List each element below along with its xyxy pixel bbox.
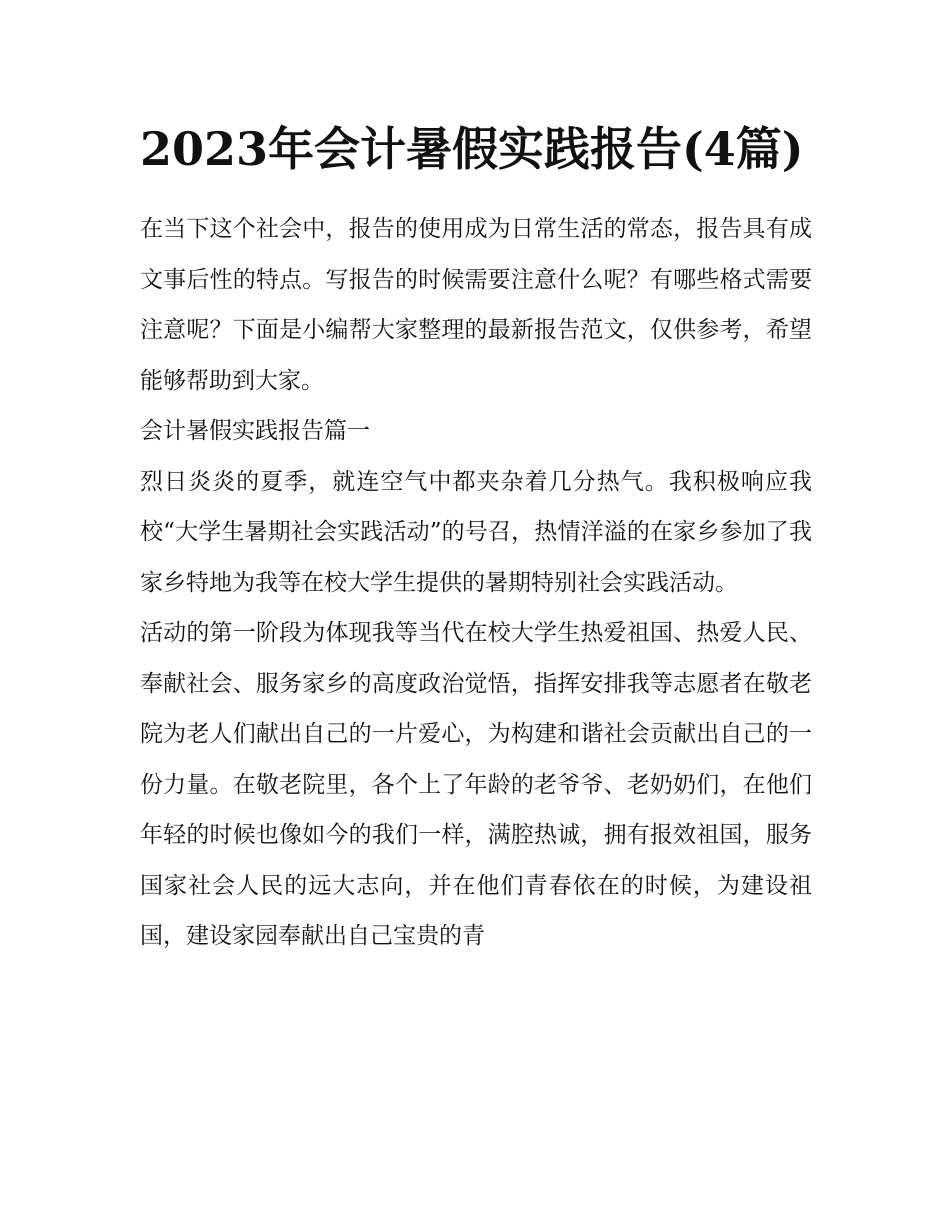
document-title: 2023年会计暑假实践报告(4篇)	[140, 122, 804, 176]
section-heading: 会计暑假实践报告篇一	[140, 418, 370, 444]
intro-paragraph: 在当下这个社会中，报告的使用成为日常生活的常态，报告具有成文事后性的特点。写报告的时候需要注意什么呢？有哪些格式需要注意呢？下面是小编帮大家整理的最新报告范文，仅供参考，希望能够帮助到大家。	[140, 216, 812, 394]
document-body	[140, 112, 812, 962]
body-paragraph: 活动的第一阶段为体现我等当代在校大学生热爱祖国、热爱人民、奉献社会、服务家乡的高度政治觉悟，指挥安排我等志愿者在敬老院为老人们献出自己的一片爱心，为构建和谐社会贡献出自己的一份力量。在敬老院里，各个上了年龄的老爷爷、老奶奶们，在他们年轻的时候也像如今的我们一样，满腔热诚，拥有报效祖国，服务国家社会人民的远大志向，并在他们青春依在的时候，为建设祖国，建设家园奉献出自己宝贵的青	[140, 620, 812, 949]
body-paragraph: 烈日炎炎的夏季，就连空气中都夹杂着几分热气。我积极响应我校“大学生暑期社会实践活动”的号召，热情洋溢的在家乡参加了我家乡特地为我等在校大学生提供的暑期特别社会实践活动。	[140, 468, 812, 596]
